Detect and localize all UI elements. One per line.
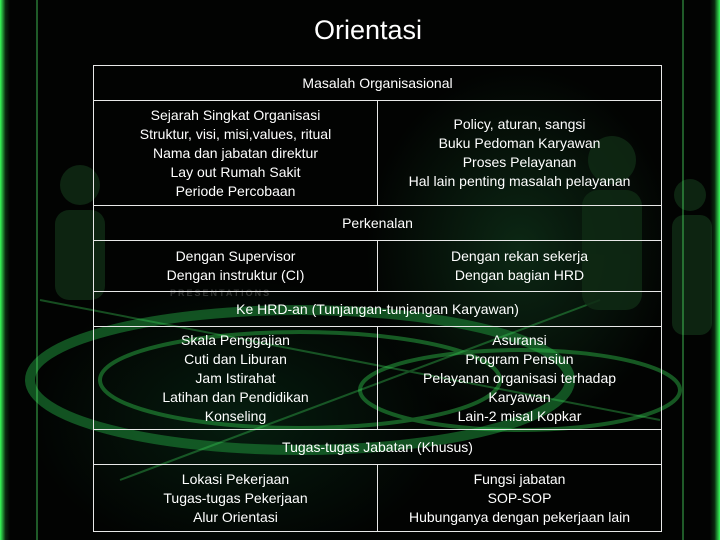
list-item: Dengan Supervisor (175, 248, 296, 264)
list-item: Dengan bagian HRD (454, 267, 585, 283)
list-item: Struktur, visi, misi,values, ritual (139, 125, 332, 142)
section-body-row (94, 241, 662, 292)
cell-perkenalan-left (94, 241, 378, 292)
section-body-row (94, 465, 662, 532)
list-item: Karyawan (488, 388, 551, 405)
background-watermark: PRESENTATIONS (170, 288, 272, 298)
cell-hrd-right (378, 327, 662, 430)
right-edge-line (682, 0, 684, 540)
list-item: Cuti dan Liburan (184, 350, 287, 367)
list-item: Alur Orientasi (193, 508, 278, 525)
list-item: Skala Penggajian (181, 331, 290, 348)
section-header-row (94, 430, 662, 465)
section-header-row (94, 66, 662, 101)
list-item: Nama dan jabatan direktur (153, 144, 318, 161)
section-body-row (94, 101, 662, 206)
list-item: Tugas-tugas Pekerjaan (163, 489, 308, 506)
section-header-organisasional: Masalah Organisasional (94, 66, 662, 101)
list-item: Jam Istirahat (195, 369, 276, 386)
cell-organisasional-right (378, 101, 662, 206)
list-item: Proses Pelayanan (462, 154, 577, 170)
list-item: Konseling (204, 407, 267, 424)
section-header-tugas: Tugas-tugas Jabatan (Khusus) (94, 430, 662, 465)
list-item: Lay out Rumah Sakit (170, 163, 301, 180)
slide-title: Orientasi (313, 15, 423, 45)
left-edge-glow (0, 0, 10, 540)
cell-organisasional-left (94, 101, 378, 206)
section-header-row (94, 292, 662, 327)
list-item: Dengan rekan sekerja (451, 248, 588, 264)
list-item: Lain-2 misal Kopkar (457, 407, 582, 424)
section-header-perkenalan: Perkenalan (94, 206, 662, 241)
list-item: Fungsi jabatan (473, 470, 566, 487)
list-item: Lokasi Pekerjaan (181, 470, 290, 487)
list-item: Periode Percobaan (175, 182, 296, 199)
section-header-row (94, 206, 662, 241)
cell-tugas-right (378, 465, 662, 532)
section-body-row (94, 327, 662, 430)
cell-perkenalan-right (378, 241, 662, 292)
list-item: Pelayanan organisasi terhadap (422, 369, 617, 386)
list-item: Program Pensiun (465, 350, 574, 367)
cell-hrd-left (94, 327, 378, 430)
list-item: Latihan dan Pendidikan (162, 388, 309, 405)
list-item: Hubunganya dengan pekerjaan lain (408, 508, 631, 525)
left-edge-line (36, 0, 38, 540)
list-item: Asuransi (492, 331, 547, 348)
section-header-hrd: Ke HRD-an (Tunjangan-tunjangan Karyawan) (94, 292, 662, 327)
list-item: Dengan instruktur (CI) (166, 267, 305, 283)
list-item: Sejarah Singkat Organisasi (150, 106, 321, 123)
cell-tugas-left (94, 465, 378, 532)
list-item: Policy, aturan, sangsi (453, 116, 586, 132)
list-item: Buku Pedoman Karyawan (438, 135, 601, 151)
list-item: SOP-SOP (487, 489, 552, 506)
orientation-table (93, 65, 662, 532)
right-edge-glow (710, 0, 720, 540)
list-item: Hal lain penting masalah pelayanan (408, 173, 631, 189)
